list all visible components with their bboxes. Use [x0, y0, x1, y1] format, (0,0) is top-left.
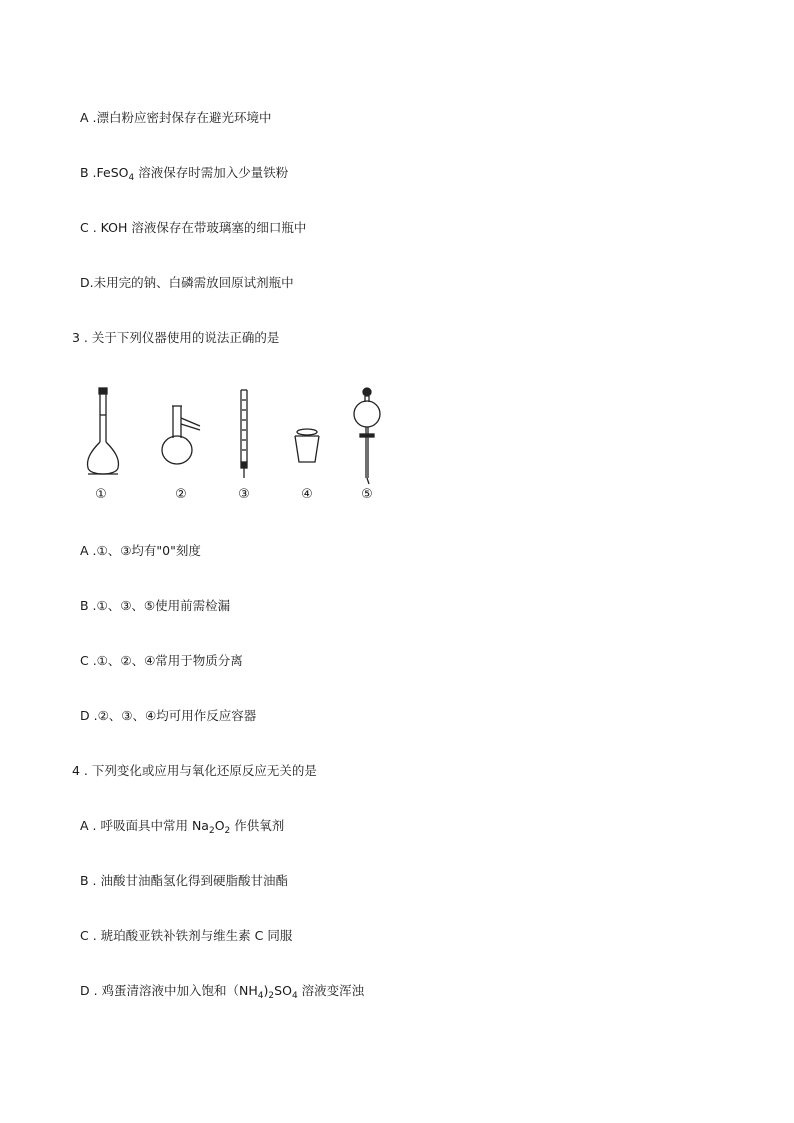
crucible-icon: [295, 429, 319, 462]
q4-option-a-text: A . 呼吸面具中常用 Na: [80, 818, 209, 833]
q4-option-d-mid: ): [263, 983, 269, 998]
q4-stem: 4 . 下列变化或应用与氧化还原反应无关的是: [72, 763, 317, 778]
q2-option-b-text: B .FeSO: [80, 165, 129, 180]
q2-option-a: A .漂白粉应密封保存在避光环境中: [80, 110, 272, 125]
distillation-flask-icon: [162, 406, 200, 464]
q4-option-a-text-end: 作供氧剂: [230, 818, 285, 833]
q4-option-a-sub2: 2: [224, 826, 231, 836]
q4-option-a-sub1: 2: [208, 826, 215, 836]
q2-option-b-text-end: 溶液保存时需加入少量铁粉: [134, 165, 289, 180]
q3-stem: 3 . 关于下列仪器使用的说法正确的是: [72, 330, 280, 345]
q3-option-d: D .②、③、④均可用作反应容器: [80, 708, 257, 723]
apparatus-label-4: ④: [301, 487, 313, 502]
volumetric-flask-icon: [88, 388, 119, 474]
q4-option-c: C . 琥珀酸亚铁补铁剂与维生素 C 同服: [80, 928, 293, 943]
separatory-funnel-icon: [354, 388, 380, 484]
apparatus-label-1: ①: [95, 487, 107, 502]
q3-option-a: A .①、③均有"0"刻度: [80, 543, 201, 558]
q3-option-c: C .①、②、④常用于物质分离: [80, 653, 243, 668]
q4-option-d-sub1: 4: [257, 991, 264, 1001]
apparatus-label-2: ②: [175, 487, 187, 502]
q4-option-d-mid2: SO: [274, 983, 292, 998]
q3-option-b: B .①、③、⑤使用前需检漏: [80, 598, 231, 613]
q4-option-b: B . 油酸甘油酯氢化得到硬脂酸甘油酯: [80, 873, 288, 888]
q4-option-d-text: D . 鸡蛋清溶液中加入饱和（NH: [80, 983, 258, 998]
q4-option-d-sub3: 4: [291, 991, 298, 1001]
q2-option-c: C . KOH 溶液保存在带玻璃塞的细口瓶中: [80, 220, 307, 235]
q2-option-d: D.未用完的钠、白磷需放回原试剂瓶中: [80, 275, 294, 290]
q4-option-a-mid: O: [214, 818, 225, 833]
q4-option-d-sub2: 2: [268, 991, 275, 1001]
q2-option-b: [80, 164, 288, 187]
q4-option-d-text-end: 溶液变浑浊: [297, 983, 365, 998]
q2-option-b-subscript: 4: [128, 173, 135, 183]
apparatus-label-5: ⑤: [361, 487, 373, 502]
apparatus-label-3: ③: [238, 487, 250, 502]
q4-option-d: [80, 982, 364, 1005]
burette-icon: [241, 390, 247, 478]
q4-option-a: [80, 817, 284, 840]
